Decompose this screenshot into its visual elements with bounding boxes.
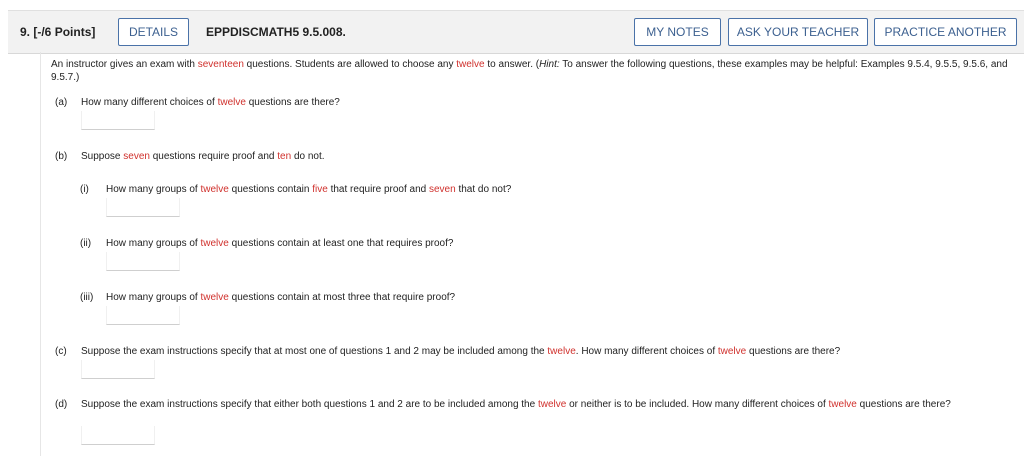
part-d-answer-input[interactable] <box>81 426 155 445</box>
problem-code: EPPDISCMATH5 9.5.008. <box>206 25 346 39</box>
part-b-ii-text: (ii) How many groups of twelve questions contain at least one that requires proof? <box>80 238 454 249</box>
practice-another-button[interactable]: PRACTICE ANOTHER <box>874 18 1017 46</box>
part-a-answer-input[interactable] <box>81 111 155 130</box>
part-b-i-answer-input[interactable] <box>106 198 180 217</box>
question-number: 9. [-/6 Points] <box>20 25 96 39</box>
part-b-i-text: (i) How many groups of twelve questions contain five that require proof and seven that do not? <box>80 184 512 195</box>
part-a-text: (a) How many different choices of twelve questions are there? <box>55 97 340 108</box>
ask-your-teacher-button[interactable]: ASK YOUR TEACHER <box>728 18 868 46</box>
part-c-answer-input[interactable] <box>81 360 155 379</box>
part-b-text: (b) Suppose seven questions require proof and ten do not. <box>55 151 325 162</box>
part-b-iii-answer-input[interactable] <box>106 306 180 325</box>
my-notes-button[interactable]: MY NOTES <box>634 18 721 46</box>
details-button[interactable]: DETAILS <box>118 18 189 46</box>
part-b-iii-text: (iii) How many groups of twelve questions contain at most three that require proof? <box>80 292 456 303</box>
question-body <box>40 52 1024 456</box>
part-c-text: (c) Suppose the exam instructions specify that at most one of questions 1 and 2 may be included among the twelve. How many different choices of twelve questions are there? <box>55 346 841 357</box>
intro-text: An instructor gives an exam with seventeen questions. Students are allowed to choose any twelve to answer. (Hint: To answer the following questions, these examples may be helpful: Examples 9.5.4, 9.5.5, 9.5.6, and 9.5.7.) <box>51 59 1008 83</box>
part-b-ii-answer-input[interactable] <box>106 252 180 271</box>
question-header <box>8 10 1024 54</box>
part-d-text: (d) Suppose the exam instructions specify that either both questions 1 and 2 are to be included among the twelve or neither is to be included. How many different choices of twelve questions are there? <box>55 399 951 410</box>
